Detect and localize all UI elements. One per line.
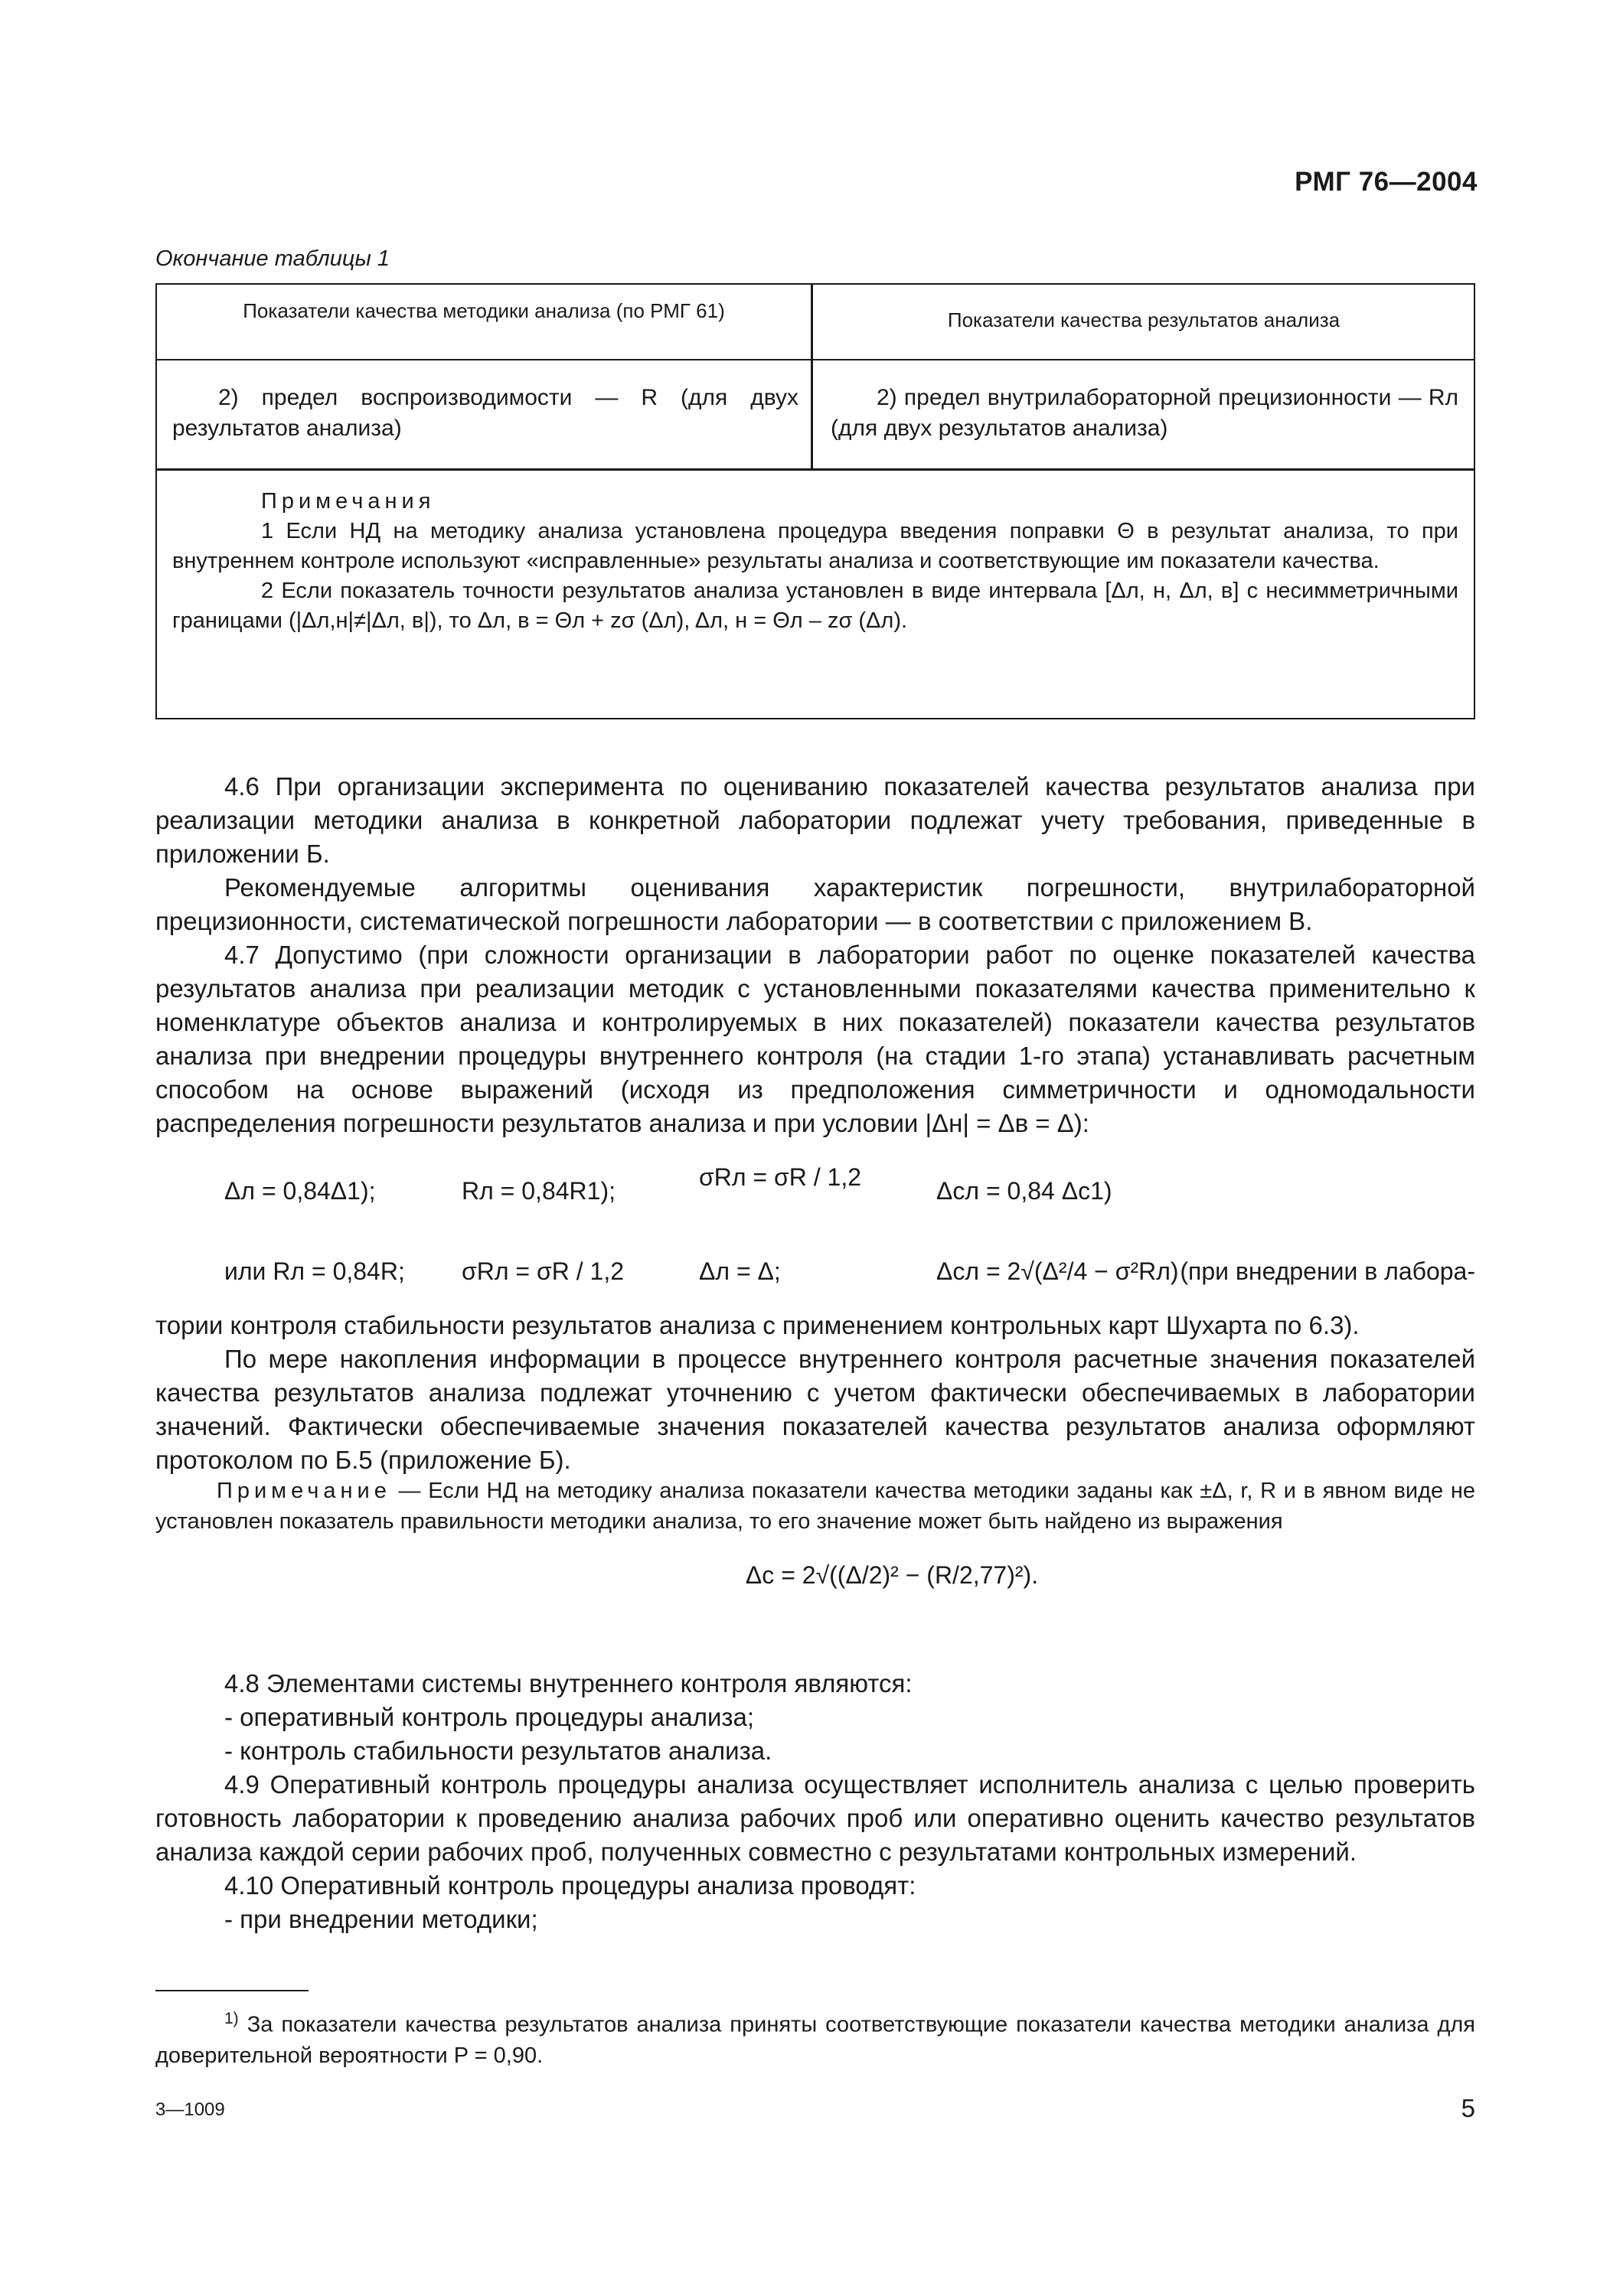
note-text: — Если НД на методику анализа показатели качества методики заданы как ±Δ, r, R и в явном виде не установлен показатель правильности методики анализа, то его значение может быть найдено из выражения <box>155 1479 1475 1534</box>
table-row-rule <box>157 468 1474 471</box>
formula-sigma-rl-alt: σRл = σR / 1,2 <box>462 1257 625 1285</box>
page-number: 5 <box>1461 2094 1475 2122</box>
footnote-text: За показатели качества результатов анализа приняты соответствующие показатели качества методики анализа для доверительной вероятности P = 0,90. <box>155 2012 1475 2068</box>
table-header-results: Показатели качества результатов анализа <box>947 308 1341 331</box>
quality-table <box>155 283 1475 719</box>
list-item: - оперативный контроль процедуры анализа; <box>224 1703 755 1731</box>
section-body <box>155 770 1475 1140</box>
formula-row-2 <box>155 1244 1475 1305</box>
table-cell-reproducibility: 2) предел воспроизводимости — R (для двух результатов анализа) <box>172 385 798 441</box>
method-header-text: Показатели качества методики анализа (по РМГ 61) <box>243 299 725 322</box>
formula-delta-cl: Δсл = 0,84 Δс1) <box>936 1177 1112 1205</box>
list-item: - при внедрении методики; <box>224 1905 538 1933</box>
section-body-continued <box>155 1309 1475 1477</box>
footnote-mark: 1) <box>224 2010 239 2027</box>
paragraph-4-6: 4.6 При организации эксперимента по оцениванию показателей качества результатов анализа при реализации методики анализа в конкретной лаборатории подлежат учету требования, приведенные в приложении Б. <box>155 772 1475 868</box>
print-order-number: 3—1009 <box>155 2099 225 2120</box>
note-label: Примечание <box>217 1479 391 1503</box>
paragraph-4-9: 4.9 Оперативный контроль процедуры анализа осуществляет исполнитель анализа с целью проверить готовность лаборатории к проведению анализа рабочих проб или оперативно оценить качество результатов анализа каждой серии рабочих проб, полученных совместно с результатами контрольных измерений. <box>155 1770 1475 1866</box>
paragraph-4-7-continued: тории контроля стабильности результатов анализа с применением контрольных карт Шухарта по 6.3). <box>155 1311 1360 1339</box>
table-header-method <box>157 298 811 324</box>
formula-row-1 <box>155 1163 1475 1225</box>
formula-delta-l-eq: Δл = Δ; <box>699 1257 781 1285</box>
list-item: - контроль стабильности результатов анализа. <box>224 1737 772 1765</box>
formula-r-l-alt: или Rл = 0,84R; <box>224 1257 405 1285</box>
method-note <box>155 1476 1475 1590</box>
section-body-2 <box>155 1667 1475 1936</box>
table-caption: Окончание таблицы 1 <box>155 246 390 271</box>
formula-delta-l: Δл = 0,84Δ1); <box>224 1177 376 1205</box>
footnote-rule <box>155 1990 309 1991</box>
table-notes <box>172 487 1458 636</box>
note-1: 1 Если НД на методику анализа установлена процедура введения поправки Θ в результат анализа, то при внутреннем контроле используют «исправленные» результаты анализа и соответствующие им показатели качества. <box>172 519 1458 573</box>
paragraph-4-8: 4.8 Элементами системы внутреннего контроля являются: <box>224 1669 913 1698</box>
paragraph-4-10: 4.10 Оперативный контроль процедуры анализа проводят: <box>224 1871 916 1900</box>
paragraph-4-7-refinement: По мере накопления информации в процессе внутреннего контроля расчетные значения показателей качества результатов анализа подлежат уточнению с учетом фактически обеспечиваемых в лаборатории значений. Фактически обеспечиваемые значения показателей качества результатов анализа оформляют протоколом по Б.5 (приложение Б). <box>155 1345 1475 1474</box>
formula-sigma-rl: σRл = σR / 1,2 <box>699 1163 862 1191</box>
note-formula: Δc = 2√((Δ/2)² − (R/2,77)²). <box>745 1561 1039 1589</box>
formula-delta-cl-sqrt: Δсл = 2√(Δ²/4 − σ²Rл) <box>936 1257 1179 1285</box>
document-code: РМГ 76—2004 <box>1295 167 1478 197</box>
paragraph-4-6-algorithms: Рекомендуемые алгоритмы оценивания характеристик погрешности, внутрилабораторной прецизионности, систематической погрешности лаборатории — в соответствии с приложением В. <box>155 873 1475 935</box>
note-2: 2 Если показатель точности результатов анализа установлен в виде интервала [Δл, н, Δл, в] с несимметричными границами (|Δл,н|≠|Δл, в|), то Δл, в = Θл + zσ (Δл), Δл, н = Θл – zσ (Δл). <box>172 579 1458 633</box>
paragraph-4-7: 4.7 Допустимо (при сложности организации в лаборатории работ по оценке показателей качества результатов анализа при реализации методик с установленными показателями качества применительно к номенклатуре объектов анализа и контролируемых в них показателей) показатели качества результатов анализа при внедрении процедуры внутреннего контроля (на стадии 1-го этапа) устанавливать расчетным способом на основе выражений (исходя из предположения симметричности и одномодальности распределения погрешности результатов анализа и при условии |Δн| = Δв = Δ): <box>155 941 1475 1137</box>
notes-title: Примечания <box>261 489 436 514</box>
table-header-rule <box>157 359 1474 360</box>
formula-r-l: Rл = 0,84R1); <box>462 1177 616 1205</box>
table-cell-precision: 2) предел внутрилабораторной прецизионности — Rл (для двух результатов анализа) <box>831 385 1458 441</box>
formula-condition-text: (при внедрении в лабора- <box>1180 1257 1475 1285</box>
footnote <box>155 2004 1475 2071</box>
